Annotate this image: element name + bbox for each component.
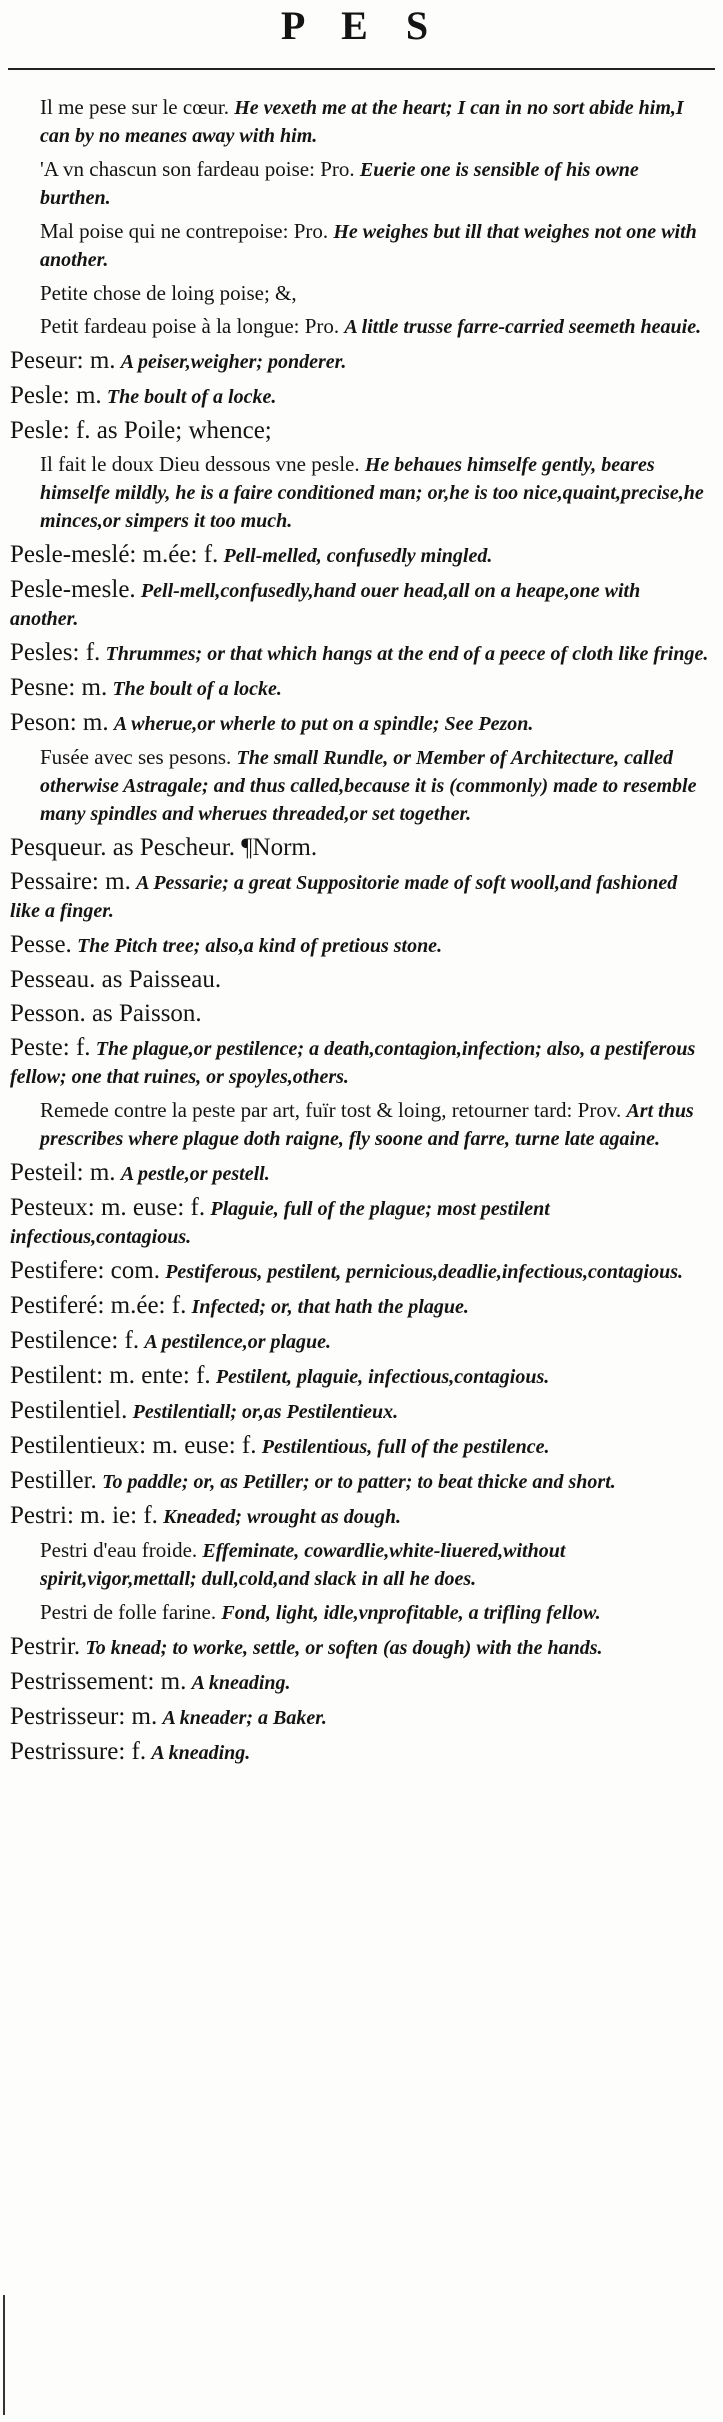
entry-gloss: A kneading.	[151, 1742, 251, 1764]
entry-headword: Pestrissure: f.	[10, 1738, 147, 1765]
entry-headword: Pestilentieux: m. euse: f.	[10, 1432, 257, 1459]
entry-headword: Pesteil: m.	[10, 1159, 116, 1186]
sub-entry	[10, 218, 710, 274]
header-rule	[8, 68, 715, 70]
entry-headword: Pestilent: m. ente: f.	[10, 1362, 211, 1389]
entry-headword: Pesle: f. as Poile; whence;	[10, 417, 272, 444]
entry-headword: Mal poise qui ne contrepoise: Pro.	[40, 219, 329, 243]
entry-headword: Pesson. as Paisson.	[10, 1000, 202, 1027]
dictionary-entry	[10, 834, 710, 862]
entry-gloss: Fond, light, idle,vnprofitable, a trifling fellow.	[221, 1602, 601, 1624]
dictionary-entry	[10, 868, 710, 925]
entry-gloss: A kneading.	[191, 1672, 291, 1694]
entry-gloss: A wherue,or wherle to put on a spindle; See Pezon.	[113, 713, 534, 735]
entry-headword: Peson: m.	[10, 709, 109, 736]
sub-entry	[10, 94, 710, 150]
sub-entry	[10, 451, 710, 535]
dictionary-entry	[10, 1738, 710, 1767]
entry-gloss: Effeminate, cowardlie,white-liuered,without spirit,vigor,mettall; dull,cold,and slack in all he does.	[40, 1540, 566, 1590]
entry-headword: Pestiferé: m.ée: f.	[10, 1292, 187, 1319]
entry-gloss: Kneaded; wrought as dough.	[163, 1506, 401, 1528]
dictionary-entry	[10, 1397, 710, 1426]
dictionary-entry	[10, 709, 710, 738]
entry-headword: Il me pese sur le cœur.	[40, 95, 229, 119]
entry-gloss: Pell-melled, confusedly mingled.	[223, 545, 493, 567]
entry-headword: Peste: f.	[10, 1034, 91, 1061]
entry-gloss: Pestilent, plaguie, infectious,contagious.	[215, 1366, 550, 1388]
dictionary-entry	[10, 347, 710, 376]
entry-gloss: Pestilentiall; or,as Pestilentieux.	[132, 1401, 399, 1423]
dictionary-entry	[10, 674, 710, 703]
sub-entry	[10, 313, 710, 341]
entry-headword: Pesle-mesle.	[10, 576, 136, 603]
entry-gloss: The Pitch tree; also,a kind of pretious stone.	[77, 935, 443, 957]
entry-gloss: Pestiferous, pestilent, pernicious,deadlie,infectious,contagious.	[165, 1261, 683, 1283]
entry-headword: Pestrir.	[10, 1633, 81, 1660]
dictionary-entry	[10, 1159, 710, 1188]
entry-gloss: A kneader; a Baker.	[162, 1707, 327, 1729]
entry-headword: Remede contre la peste par art, fuïr tost & loing, retourner tard: Prov.	[40, 1098, 622, 1122]
dictionary-entry	[10, 417, 710, 445]
entry-gloss: The boult of a locke.	[106, 386, 277, 408]
entry-headword: Il fait le doux Dieu dessous vne pesle.	[40, 452, 360, 476]
dictionary-entry	[10, 639, 710, 668]
dictionary-entry	[10, 931, 710, 960]
entry-list	[10, 94, 710, 1773]
entry-gloss: Pestilentious, full of the pestilence.	[261, 1436, 550, 1458]
entry-headword: Pessaire: m.	[10, 868, 131, 895]
entry-headword: Pestilentiel.	[10, 1397, 128, 1424]
entry-gloss: To knead; to worke, settle, or soften (as dough) with the hands.	[85, 1637, 603, 1659]
page-header: P E S	[280, 3, 443, 48]
sub-entry	[10, 744, 710, 828]
dictionary-entry	[10, 1502, 710, 1531]
entry-gloss: A pestilence,or plague.	[144, 1331, 332, 1353]
margin-bar	[3, 2295, 5, 2415]
entry-headword: Pestifere: com.	[10, 1257, 160, 1284]
sub-entry	[10, 156, 710, 212]
entry-gloss: He weighes but ill that weighes not one with another.	[40, 221, 697, 271]
entry-gloss: Art thus prescribes where plague doth raigne, fly soone and farre, turne late againe.	[40, 1100, 694, 1150]
entry-headword: Pesles: f.	[10, 639, 101, 666]
sub-entry	[10, 1537, 710, 1593]
entry-headword: Pesne: m.	[10, 674, 108, 701]
entry-headword: 'A vn chascun son fardeau poise: Pro.	[40, 157, 355, 181]
sub-entry	[10, 280, 710, 307]
entry-gloss: A Pessarie; a great Suppositorie made of soft wooll,and fashioned like a finger.	[10, 872, 678, 922]
entry-headword: Peseur: m.	[10, 347, 116, 374]
entry-headword: Pesse.	[10, 931, 72, 958]
entry-headword: Pestri: m. ie: f.	[10, 1502, 158, 1529]
entry-gloss: He behaues himselfe gently, beares himselfe mildly, he is a faire conditioned man; or,he is too nice,quaint,precise,he minces,or simpers it too much.	[40, 454, 704, 532]
dictionary-entry	[10, 966, 710, 994]
entry-headword: Pesqueur. as Pescheur. ¶Norm.	[10, 834, 318, 861]
entry-headword: Pestilence: f.	[10, 1327, 140, 1354]
entry-headword: Pestri de folle farine.	[40, 1600, 217, 1624]
entry-gloss: Pell-mell,confusedly,hand ouer head,all on a heape,one with another.	[10, 580, 641, 630]
dictionary-entry	[10, 1000, 710, 1028]
dictionary-entry	[10, 1703, 710, 1732]
entry-gloss: The boult of a locke.	[112, 678, 282, 700]
dictionary-entry	[10, 1034, 710, 1091]
entry-gloss: Thrummes; or that which hangs at the end of a peece of cloth like fringe.	[105, 643, 709, 665]
entry-gloss: A pestle,or pestell.	[120, 1163, 270, 1185]
entry-headword: Petit fardeau poise à la longue: Pro.	[40, 314, 340, 338]
entry-gloss: The plague,or pestilence; a death,contagion,infection; also, a pestiferous fellow; one that ruines, or spoyles,others.	[10, 1038, 696, 1088]
dictionary-entry	[10, 1292, 710, 1321]
sub-entry	[10, 1599, 710, 1627]
dictionary-entry	[10, 576, 710, 633]
entry-headword: Pesseau. as Paisseau.	[10, 966, 222, 993]
entry-headword: Pestri d'eau froide.	[40, 1538, 198, 1562]
dictionary-entry	[10, 1194, 710, 1251]
entry-gloss: Infected; or, that hath the plague.	[191, 1296, 469, 1318]
entry-gloss: Euerie one is sensible of his owne burthen.	[40, 159, 639, 209]
dictionary-entry	[10, 1668, 710, 1697]
entry-gloss: A peiser,weigher; ponderer.	[120, 351, 347, 373]
entry-headword: Pesle: m.	[10, 382, 102, 409]
entry-gloss: He vexeth me at the heart; I can in no sort abide him,I can by no meanes away with him.	[40, 97, 684, 147]
sub-entry	[10, 1097, 710, 1153]
entry-gloss: To paddle; or, as Petiller; or to patter; to beat thicke and short.	[102, 1471, 616, 1493]
dictionary-entry	[10, 1362, 710, 1391]
dictionary-entry	[10, 1257, 710, 1286]
entry-headword: Pestrisseur: m.	[10, 1703, 158, 1730]
entry-headword: Fusée avec ses pesons.	[40, 745, 232, 769]
dictionary-entry	[10, 1633, 710, 1662]
dictionary-entry	[10, 1327, 710, 1356]
entry-gloss: Plaguie, full of the plague; most pestilent infectious,contagious.	[10, 1198, 550, 1248]
entry-gloss: A little trusse farre-carried seemeth heauie.	[344, 316, 702, 338]
entry-headword: Pestiller.	[10, 1467, 97, 1494]
entry-headword: Pesteux: m. euse: f.	[10, 1194, 206, 1221]
entry-headword: Pestrissement: m.	[10, 1668, 187, 1695]
entry-gloss: The small Rundle, or Member of Architecture, called otherwise Astragale; and thus called,because it is (commonly) made to resemble many spindles and wherues threaded,or set together.	[40, 747, 697, 825]
dictionary-entry	[10, 1467, 710, 1496]
entry-headword: Petite chose de loing poise; &,	[40, 281, 297, 305]
dictionary-entry	[10, 1432, 710, 1461]
dictionary-entry	[10, 382, 710, 411]
entry-headword: Pesle-meslé: m.ée: f.	[10, 541, 219, 568]
dictionary-entry	[10, 541, 710, 570]
